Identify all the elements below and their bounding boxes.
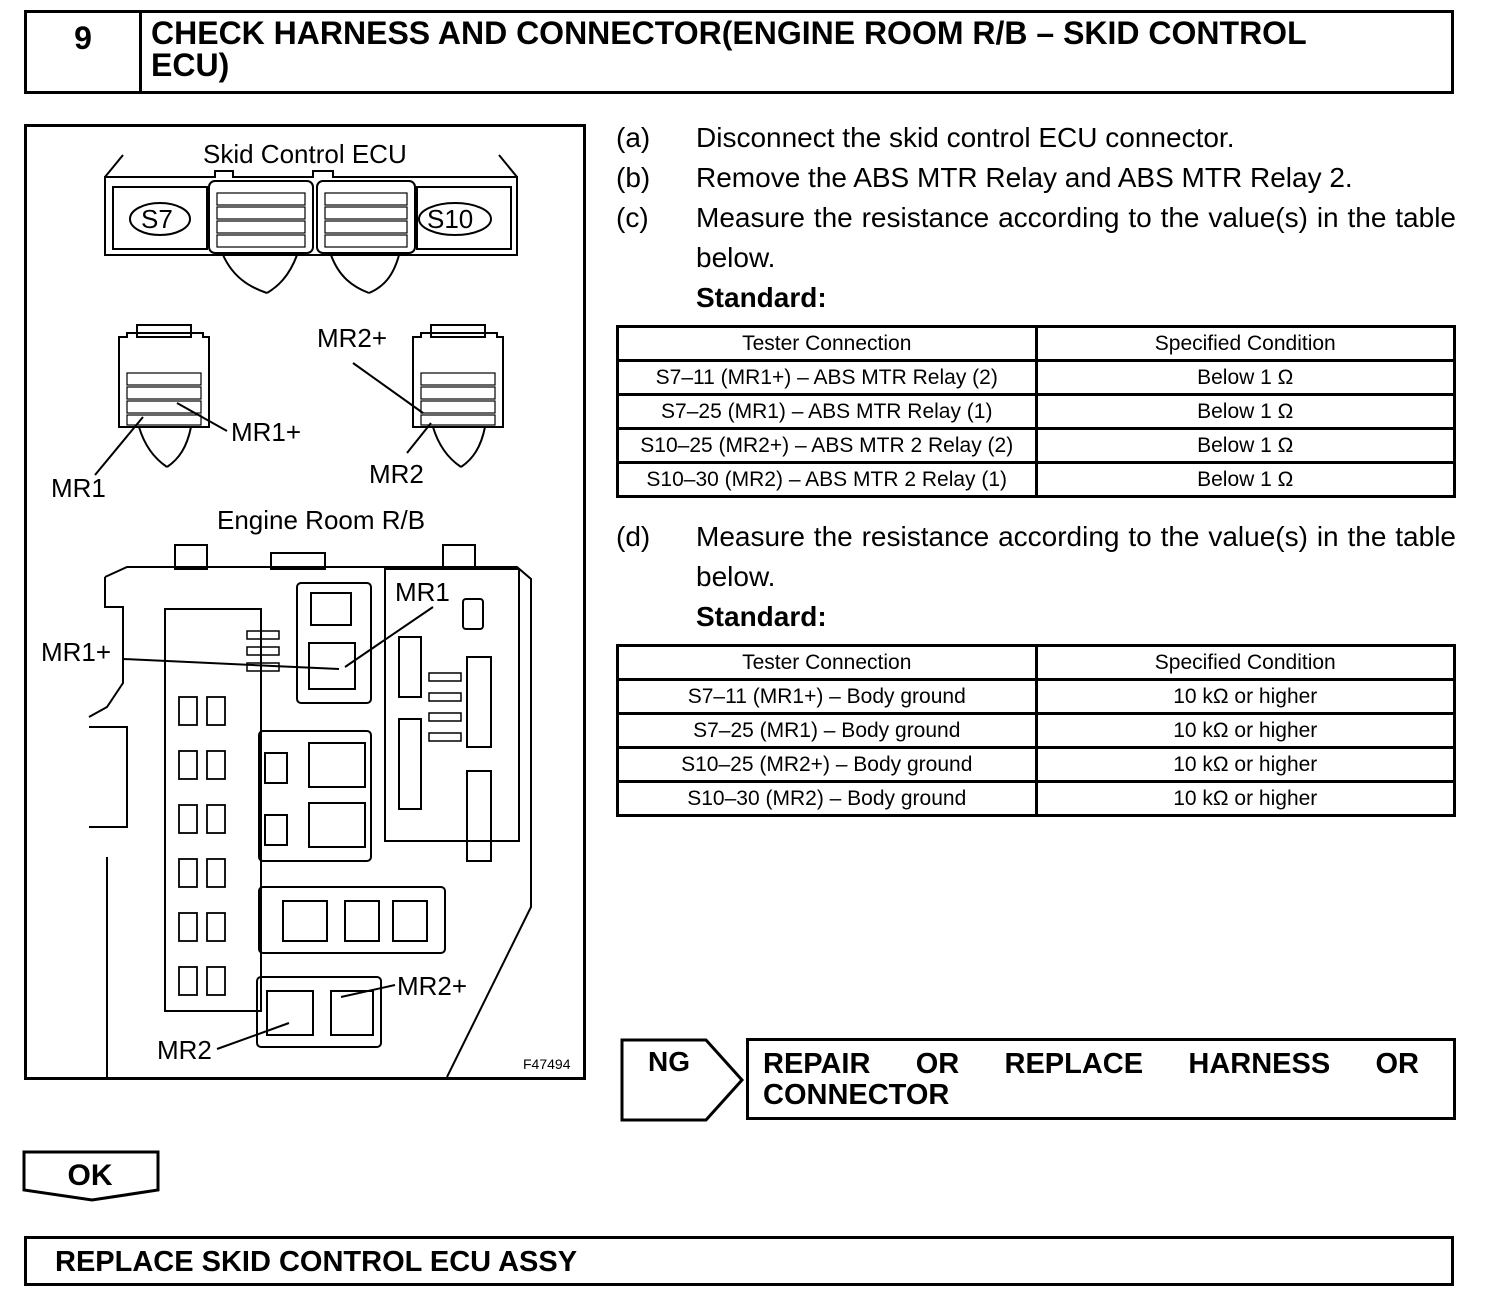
ecu-plug-left-drawing (119, 325, 209, 467)
table-row (618, 395, 1455, 429)
mr2-plus-top-label: MR2+ (317, 323, 388, 353)
table-cell: S7–25 (MR1) – Body ground (618, 714, 1037, 748)
ecu-plug-right-drawing (413, 325, 503, 467)
instruction-d-text: Measure the resistance according to the value(s) in the table below. (696, 521, 1456, 592)
ng-action-text: REPAIR OR REPLACE HARNESS OR CONNECTOR (763, 1048, 1419, 1111)
instruction-b-letter: (b) (616, 162, 651, 193)
ok-label: OK (67, 1159, 113, 1192)
table-row (618, 748, 1455, 782)
ecu-title: Skid Control ECU (203, 139, 407, 169)
mr1-plus-rb-label: MR1+ (41, 637, 112, 667)
table-row (618, 361, 1455, 395)
table-cell: S7–25 (MR1) – ABS MTR Relay (1) (618, 395, 1037, 429)
ng-label: NG (648, 1046, 690, 1077)
instruction-c-letter: (c) (616, 202, 649, 233)
mr2-rb-label: MR2 (157, 1035, 212, 1065)
step-title: CHECK HARNESS AND CONNECTOR(ENGINE ROOM R/B – SKID CONTROL ECU) (151, 15, 1307, 83)
leader-mr1-plus-rb (123, 659, 339, 669)
table-cell: 10 kΩ or higher (1036, 748, 1455, 782)
table-cell: Below 1 Ω (1036, 361, 1455, 395)
mr2-plus-rb-label: MR2+ (397, 971, 468, 1001)
table-cell: Below 1 Ω (1036, 463, 1455, 497)
spec-table-1 (616, 325, 1456, 498)
connector-s7-label: S7 (141, 204, 173, 234)
table-row (618, 714, 1455, 748)
table-cell: S7–11 (MR1+) – Body ground (618, 680, 1037, 714)
instruction-a-text: Disconnect the skid control ECU connector. (696, 122, 1235, 153)
table-header-cell: Tester Connection (618, 327, 1037, 361)
spec-table-2 (616, 644, 1456, 817)
standard-label-2: Standard: (696, 601, 827, 632)
connector-diagram (24, 124, 586, 1080)
instruction-a-letter: (a) (616, 122, 651, 153)
result-text: REPLACE SKID CONTROL ECU ASSY (55, 1246, 578, 1278)
table-header-row (618, 646, 1455, 680)
table-cell: S10–25 (MR2+) – ABS MTR 2 Relay (2) (618, 429, 1037, 463)
table-header-row (618, 327, 1455, 361)
instruction-c-text: Measure the resistance according to the value(s) in the table below. (696, 202, 1456, 273)
instruction-d-letter: (d) (616, 521, 651, 552)
table-cell: 10 kΩ or higher (1036, 782, 1455, 816)
mr1-top-label: MR1 (51, 473, 106, 503)
table-cell: Below 1 Ω (1036, 395, 1455, 429)
mr2-top-label: MR2 (369, 459, 424, 489)
diagram-drawing (27, 127, 583, 1077)
table-header-cell: Tester Connection (618, 646, 1037, 680)
step-header (24, 10, 1454, 94)
standard-label-1: Standard: (696, 282, 827, 313)
table-cell: S10–30 (MR2) – ABS MTR 2 Relay (1) (618, 463, 1037, 497)
table-cell: S10–25 (MR2+) – Body ground (618, 748, 1037, 782)
result-box (24, 1236, 1454, 1286)
table-row (618, 463, 1455, 497)
figure-code: F47494 (523, 1056, 571, 1072)
instruction-b-text: Remove the ABS MTR Relay and ABS MTR Relay 2. (696, 162, 1353, 193)
table-cell: 10 kΩ or higher (1036, 714, 1455, 748)
table-row (618, 782, 1455, 816)
table-row (618, 429, 1455, 463)
table-cell: 10 kΩ or higher (1036, 680, 1455, 714)
ng-action-box (746, 1038, 1456, 1120)
table-row (618, 680, 1455, 714)
table-cell: S7–11 (MR1+) – ABS MTR Relay (2) (618, 361, 1037, 395)
mr1-plus-top-label: MR1+ (231, 417, 302, 447)
table-cell: Below 1 Ω (1036, 429, 1455, 463)
table-header-cell: Specified Condition (1036, 327, 1455, 361)
table-cell: S10–30 (MR2) – Body ground (618, 782, 1037, 816)
connector-s10-label: S10 (427, 204, 474, 234)
table-header-cell: Specified Condition (1036, 646, 1455, 680)
relay-box-title: Engine Room R/B (217, 505, 426, 535)
step-number: 9 (27, 13, 142, 91)
mr1-rb-label: MR1 (395, 577, 450, 607)
